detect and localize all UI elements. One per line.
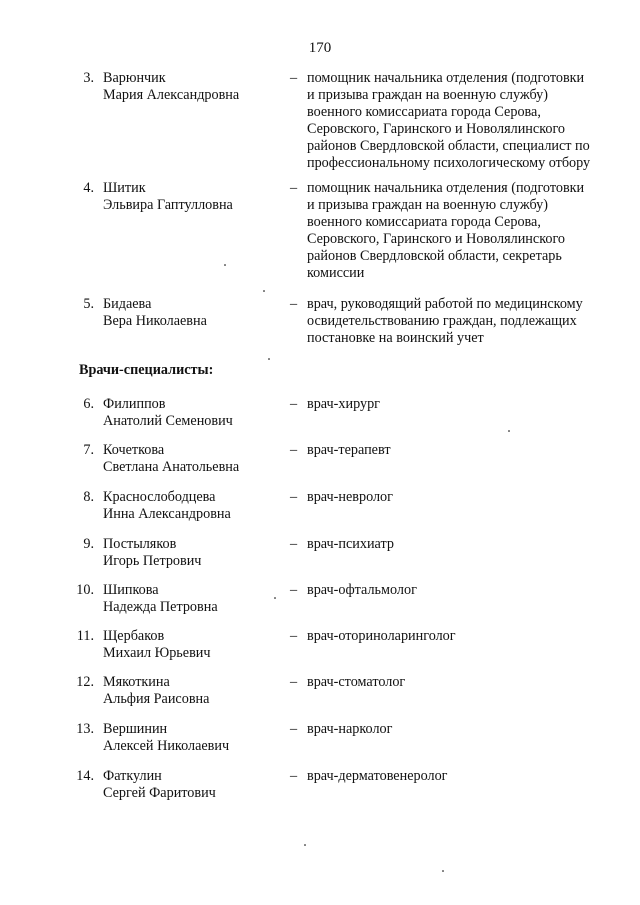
role-line: врач-терапевт [307, 442, 391, 458]
role-line: врач-оториноларинголог [307, 628, 456, 644]
role-description [307, 721, 617, 738]
scan-speck [304, 844, 306, 846]
person-name [103, 396, 278, 430]
surname: Кочеткова [103, 442, 165, 458]
surname: Фаткулин [103, 768, 162, 784]
given-name: Михаил Юрьевич [103, 645, 211, 661]
person-name [103, 180, 278, 214]
person-name [103, 628, 278, 662]
person-name [103, 489, 278, 523]
entry-number: 10. [76, 582, 94, 598]
surname: Мякоткина [103, 674, 170, 690]
role-description [307, 296, 617, 347]
dash: – [290, 442, 298, 458]
role-line: врач-дерматовенеролог [307, 768, 448, 784]
person-name [103, 721, 278, 755]
entry-number: 3. [83, 70, 94, 86]
dash: – [290, 180, 298, 196]
role-description [307, 70, 617, 172]
role-line: Серовского, Гаринского и Новолялинского [307, 121, 566, 137]
entry-number: 14. [76, 768, 94, 784]
dash: – [290, 396, 298, 412]
dash: – [290, 296, 298, 312]
surname: Шипкова [103, 582, 159, 598]
role-line: освидетельствованию граждан, подлежащих [307, 313, 577, 329]
given-name: Эльвира Гаптулловна [103, 197, 233, 213]
entry-number: 12. [76, 674, 94, 690]
given-name: Анатолий Семенович [103, 413, 233, 429]
dash: – [290, 628, 298, 644]
person-name [103, 768, 278, 802]
scan-speck [274, 597, 276, 599]
dash: – [290, 674, 298, 690]
section-heading: Врачи-специалисты: [79, 362, 214, 378]
role-description [307, 628, 617, 645]
dash: – [290, 768, 298, 784]
role-description [307, 489, 617, 506]
role-line: врач-психиатр [307, 536, 394, 552]
given-name: Инна Александровна [103, 506, 231, 522]
role-line: комиссии [307, 265, 365, 281]
role-description [307, 582, 617, 599]
surname: Щербаков [103, 628, 165, 644]
scan-speck [263, 290, 265, 292]
role-line: районов Свердловской области, специалист по [307, 138, 590, 154]
entry-number: 9. [83, 536, 94, 552]
role-description [307, 768, 617, 785]
given-name: Светлана Анатольевна [103, 459, 240, 475]
dash: – [290, 70, 298, 86]
role-line: профессиональному психологическому отбору [307, 155, 591, 171]
role-line: военного комиссариата города Серова, [307, 104, 541, 120]
role-line: районов Свердловской области, секретарь [307, 248, 562, 264]
scan-speck [508, 430, 510, 432]
given-name: Мария Александровна [103, 87, 240, 103]
role-description [307, 442, 617, 459]
role-line: врач, руководящий работой по медицинскому [307, 296, 583, 312]
given-name: Игорь Петрович [103, 553, 202, 569]
given-name: Сергей Фаритович [103, 785, 216, 801]
role-line: и призыва граждан на военную службу) [307, 87, 548, 103]
dash: – [290, 582, 298, 598]
dash: – [290, 721, 298, 737]
role-description [307, 180, 617, 282]
person-name [103, 70, 278, 104]
role-line: врач-хирург [307, 396, 380, 412]
scan-speck [442, 870, 444, 872]
entry-number: 5. [83, 296, 94, 312]
page-number: 170 [308, 40, 332, 56]
scan-speck [224, 264, 226, 266]
entry-number: 6. [83, 396, 94, 412]
role-line: и призыва граждан на военную службу) [307, 197, 548, 213]
person-name [103, 582, 278, 616]
surname: Варюнчик [103, 70, 166, 86]
role-line: постановке на воинский учет [307, 330, 484, 346]
person-name [103, 536, 278, 570]
surname: Постыляков [103, 536, 177, 552]
dash: – [290, 489, 298, 505]
role-description [307, 536, 617, 553]
dash: – [290, 536, 298, 552]
person-name [103, 674, 278, 708]
surname: Бидаева [103, 296, 152, 312]
role-line: врач-стоматолог [307, 674, 406, 690]
role-line: врач-офтальмолог [307, 582, 417, 598]
role-line: Серовского, Гаринского и Новолялинского [307, 231, 566, 247]
role-line: военного комиссариата города Серова, [307, 214, 541, 230]
entry-number: 7. [83, 442, 94, 458]
given-name: Альфия Раисовна [103, 691, 210, 707]
given-name: Вера Николаевна [103, 313, 207, 329]
person-name [103, 442, 278, 476]
entry-number: 4. [83, 180, 94, 196]
given-name: Алексей Николаевич [103, 738, 230, 754]
entry-number: 13. [76, 721, 94, 737]
surname: Краснослободцева [103, 489, 216, 505]
surname: Шитик [103, 180, 146, 196]
role-line: помощник начальника отделения (подготовки [307, 180, 585, 196]
role-line: врач-нарколог [307, 721, 393, 737]
scan-speck [268, 358, 270, 360]
surname: Филиппов [103, 396, 166, 412]
role-line: врач-невролог [307, 489, 393, 505]
role-line: помощник начальника отделения (подготовки [307, 70, 585, 86]
entry-number: 11. [76, 628, 94, 644]
entry-number: 8. [83, 489, 94, 505]
person-name [103, 296, 278, 330]
surname: Вершинин [103, 721, 168, 737]
role-description [307, 396, 617, 413]
given-name: Надежда Петровна [103, 599, 218, 615]
role-description [307, 674, 617, 691]
